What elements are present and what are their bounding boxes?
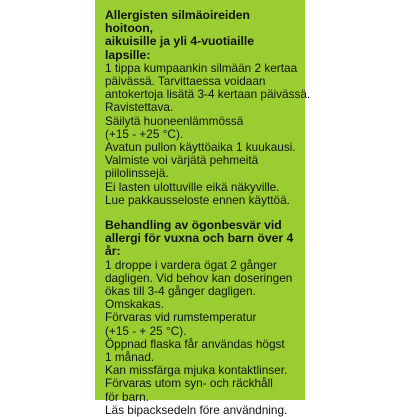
- swedish-body-line: ökas till 3-4 gånger dagligen.: [105, 284, 256, 299]
- finnish-body-line: Avatun pullon käyttöaika 1 kuukausi.: [105, 140, 296, 155]
- swedish-body-line: 1 droppe i vardera ögat 2 gånger: [105, 257, 277, 272]
- swedish-heading-line: allergi för vuxna och barn över 4 år:: [105, 231, 294, 259]
- swedish-body-line: Förvaras utom syn- och räckhåll: [105, 376, 273, 391]
- finnish-body-line: antokertoja lisätä 3-4 kertaan päivässä.: [105, 87, 311, 102]
- finnish-instructions: [105, 8, 311, 207]
- swedish-body-line: Läs bipacksedeln före användning.: [105, 402, 288, 417]
- finnish-body-line: Ei lasten ulottuville eikä näkyville.: [105, 179, 280, 194]
- finnish-body-line: piilolinssejä.: [105, 166, 169, 181]
- swedish-instructions: [105, 219, 299, 417]
- finnish-body-line: (+15 - +25 °C).: [105, 126, 184, 141]
- swedish-body-line: Kan missfärga mjuka kontaktlinser.: [105, 363, 288, 378]
- finnish-body-line: Valmiste voi värjätä pehmeitä: [105, 153, 259, 168]
- swedish-body-line: (+15 - + 25 °C).: [105, 323, 187, 338]
- product-label: [95, 0, 311, 417]
- finnish-heading-line: Allergisten silmäoireiden hoitoon,: [105, 8, 250, 36]
- swedish-body-line: Öppnad flaska får användas högst: [105, 336, 285, 351]
- finnish-body-line: 1 tippa kumpaankin silmään 2 kertaa: [105, 60, 298, 75]
- swedish-body-line: Förvaras vid rumstemperatur: [105, 310, 257, 325]
- swedish-heading-line: Behandling av ögonbesvär vid: [105, 218, 282, 233]
- finnish-body-line: Lue pakkausseloste ennen käyttöä.: [105, 192, 290, 207]
- finnish-body-line: Säilytä huoneenlämmössä: [105, 113, 244, 128]
- swedish-body-line: dagligen. Vid behov kan doseringen: [105, 270, 293, 285]
- finnish-heading-line: aikuisille ja yli 4-vuotiaille lapsille:: [105, 34, 255, 62]
- swedish-body-line: för barn.: [105, 389, 149, 404]
- finnish-body-line: päivässä. Tarvittaessa voidaan: [105, 74, 266, 89]
- finnish-body-line: Ravistettava.: [105, 100, 174, 115]
- swedish-body-line: 1 månad.: [105, 350, 155, 365]
- swedish-body-line: Omskakas.: [105, 297, 164, 312]
